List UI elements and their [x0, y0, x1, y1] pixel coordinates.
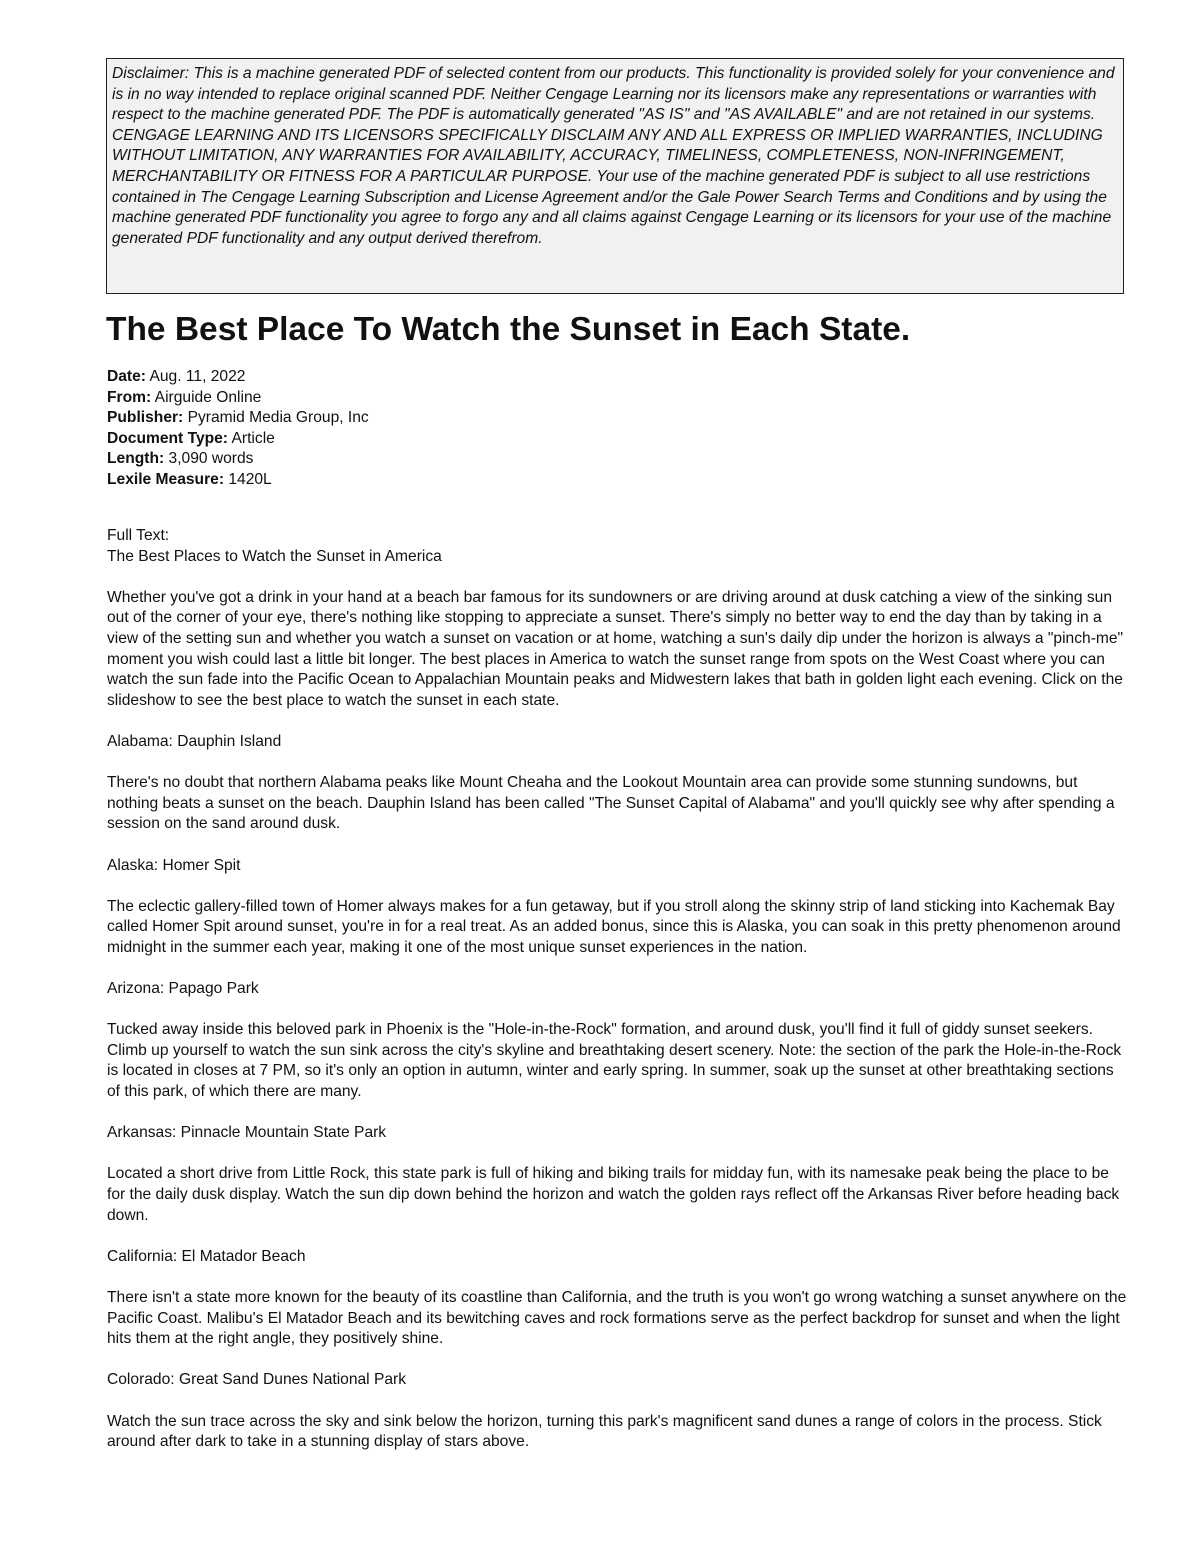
section-paragraph: Located a short drive from Little Rock, this state park is full of hiking and biking trails for midday fun, with its namesake peak being the place to be for the daily dusk display. Watch the sun dip down behind the horizon and watch the golden rays reflect off the Arkansas River before heading back down. — [107, 1165, 1120, 1224]
section-heading: Colorado: Great Sand Dunes National Park — [107, 1371, 407, 1389]
intro-paragraph: Whether you've got a drink in your hand at a beach bar famous for its sundowners or are driving around at dusk catching a view of the sinking sun out of the corner of your eye, there's nothing like stopping to appreciate a sunset. There's simply no better way to end the day than by taking in a view of the setting sun and whether you watch a sunset on vacation or at home, watching a sun's daily dip under the horizon is always a "pinch-me" moment you wish could last a little bit longer. The best places in America to watch the sunset range from spots on the West Coast where you can watch the sun fade into the Pacific Ocean to Appalachian Mountain peaks and Midwestern lakes that bath in golden light each evening. Click on the slideshow to see the best place to watch the sunset in each state. — [107, 588, 1124, 709]
section-paragraph: The eclectic gallery-filled town of Homer always makes for a fun getaway, but if you stroll along the skinny strip of land sticking into Kachemak Bay called Homer Spit around sunset, you're in for a real treat. As an added bonus, since this is Alaska, you can soak in this pretty phenomenon around midnight in the summer each year, making it one of the most unique sunset experiences in the nation. — [107, 897, 1121, 956]
section-heading: Arizona: Papago Park — [107, 980, 259, 998]
meta-from: From: Airguide Online — [107, 388, 262, 406]
section-heading: Alaska: Homer Spit — [107, 856, 241, 874]
article-metadata — [107, 367, 369, 491]
article-subtitle: The Best Places to Watch the Sunset in America — [107, 547, 442, 565]
section-paragraph: There isn't a state more known for the beauty of its coastline than California, and the truth is you won't go wrong watching a sunset anywhere on the Pacific Coast. Malibu's El Matador Beach and its bewitching caves and rock formations serve as the perfect backdrop for sunset and when the light hits them at the right angle, they positively shine. — [107, 1288, 1127, 1348]
disclaimer-box — [106, 58, 1124, 294]
section-heading: Alabama: Dauphin Island — [107, 732, 282, 750]
meta-date: Date: Aug. 11, 2022 — [107, 368, 246, 385]
meta-document-type: Document Type: Article — [107, 429, 275, 447]
meta-publisher: Publisher: Pyramid Media Group, Inc — [107, 409, 369, 427]
section-heading: Arkansas: Pinnacle Mountain State Park — [107, 1124, 387, 1142]
article-body — [107, 526, 1127, 1473]
section-heading: California: El Matador Beach — [107, 1247, 306, 1265]
meta-lexile-measure: Lexile Measure: 1420L — [107, 470, 272, 488]
section-paragraph: There's no doubt that northern Alabama peaks like Mount Cheaha and the Lookout Mountain area can provide some stunning sundowns, but nothing beats a sunset on the beach. Dauphin Island has been called "The Sunset Capital of Alabama" and you'll quickly see why after spending a session on the sand around dusk. — [107, 774, 1115, 833]
full-text-label: Full Text: — [107, 527, 170, 544]
disclaimer-text: Disclaimer: This is a machine generated PDF of selected content from our products. This functionality is provided solely for your convenience and is in no way intended to replace original scanned PDF. Neither Cengage Learning nor its licensors make any representations or warranties with respect to the machine generated PDF. The PDF is automatically generated "AS IS" and "AS AVAILABLE" and are not retained in our systems. CENGAGE LEARNING AND ITS LICENSORS SPECIFICALLY DISCLAIM ANY AND ALL EXPRESS OR IMPLIED WARRANTIES, INCLUDING WITHOUT LIMITATION, ANY WARRANTIES FOR AVAILABILITY, ACCURACY, TIMELINESS, COMPLETENESS, NON-INFRINGEMENT, MERCHANTABILITY OR FITNESS FOR A PARTICULAR PURPOSE. Your use of the machine generated PDF is subject to all use restrictions contained in The Cengage Learning Subscription and License Agreement and/or the Gale Power Search Terms and Conditions and by using the machine generated PDF functionality you agree to forgo any and all claims against Cengage Learning or its licensors for your use of the machine generated PDF functionality and any output derived therefrom. — [112, 65, 1115, 247]
article-title: The Best Place To Watch the Sunset in Each State. — [106, 311, 911, 348]
meta-length: Length: 3,090 words — [107, 450, 254, 468]
section-paragraph: Tucked away inside this beloved park in Phoenix is the "Hole-in-the-Rock" formation, and around dusk, you'll find it full of giddy sunset seekers. Climb up yourself to watch the sun sink across the city's skyline and breathtaking desert scenery. Note: the section of the park the Hole-in-the-Rock is located in closes at 7 PM, so it's only an option in autumn, winter and early spring. In summer, soak up the sunset at other breathtaking sections of this park, of which there are many. — [107, 1021, 1122, 1101]
section-paragraph: Watch the sun trace across the sky and sink below the horizon, turning this park's magnificent sand dunes a range of colors in the process. Stick around after dark to take in a stunning display of stars above. — [107, 1412, 1102, 1451]
